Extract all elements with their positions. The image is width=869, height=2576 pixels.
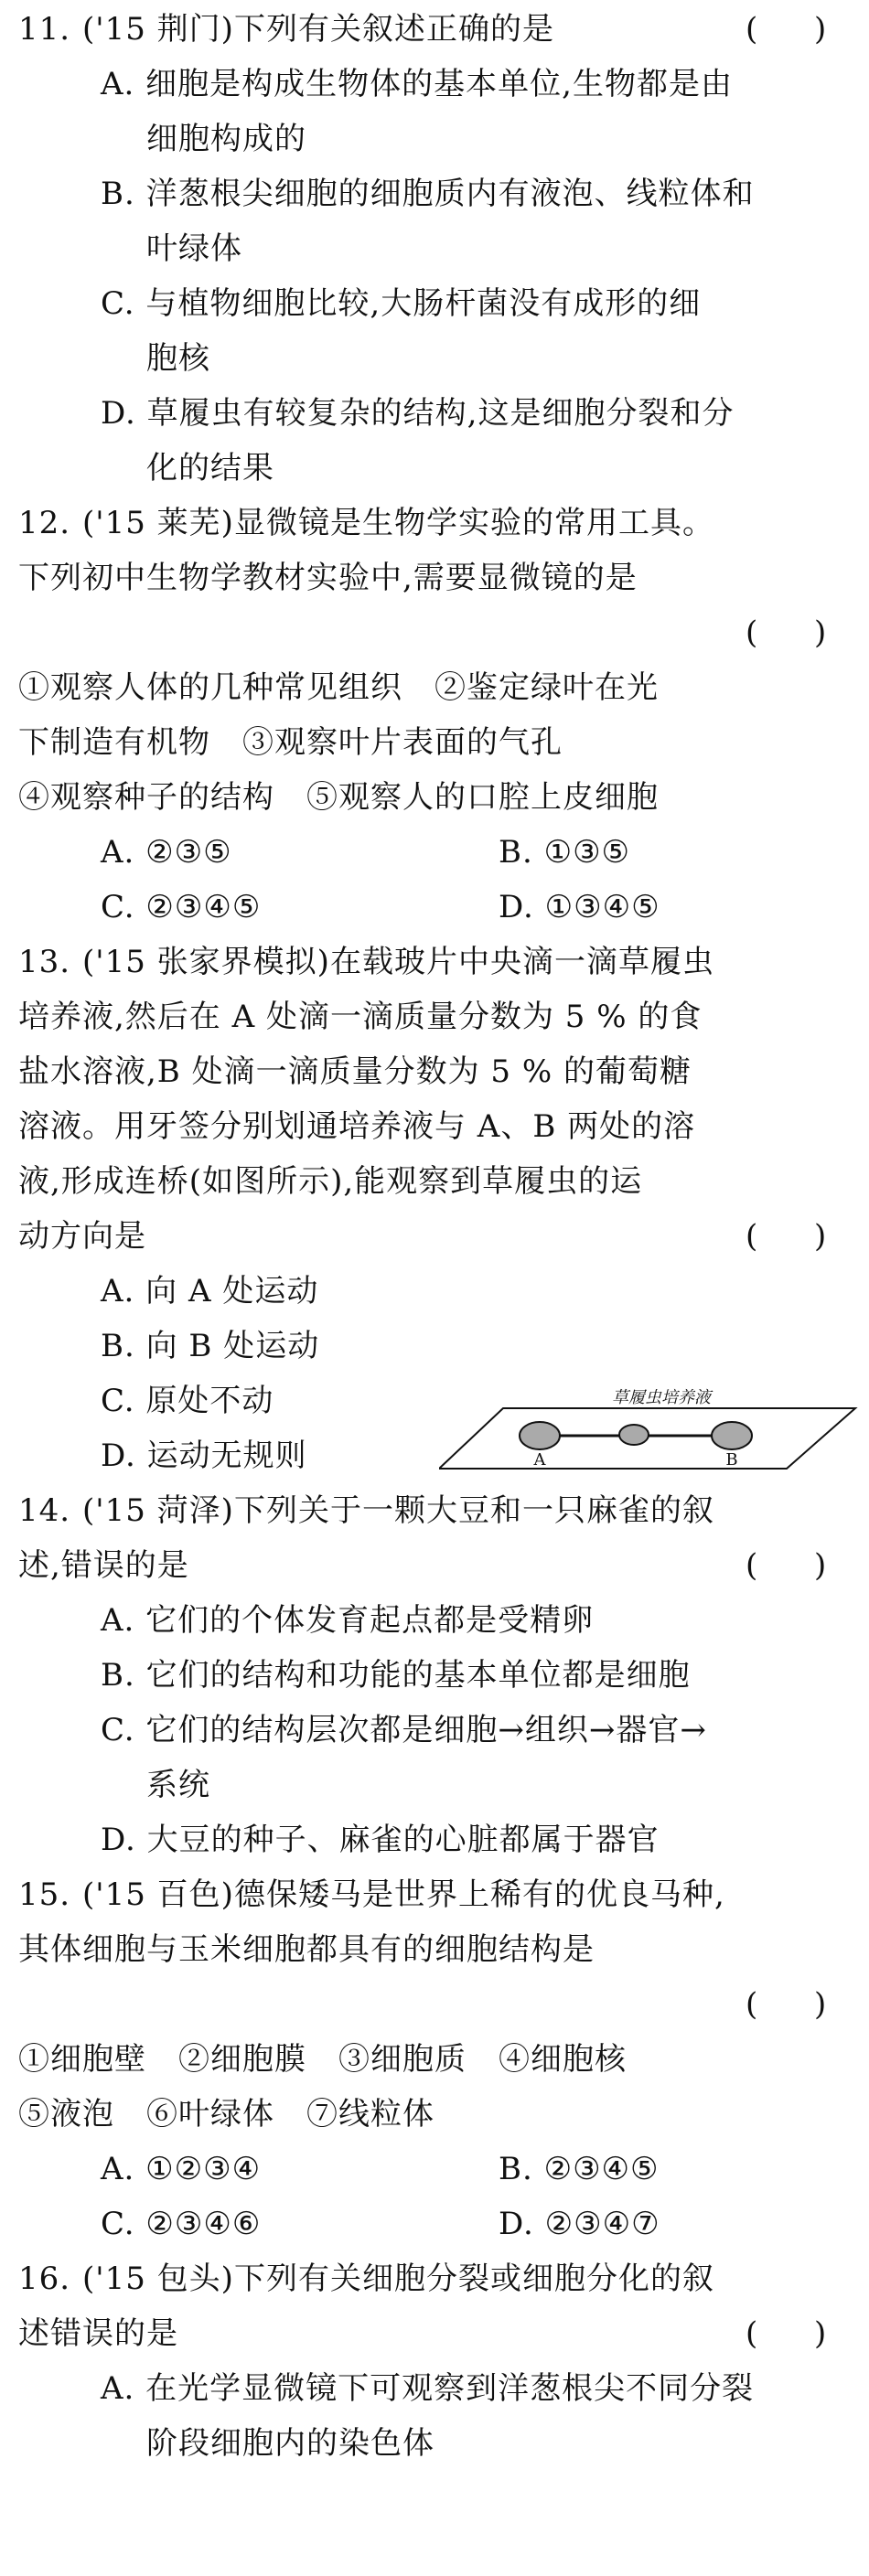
answer-line [0, 605, 869, 660]
question-stem: ('15 张家界模拟)在载玻片中央滴一滴草履虫 [82, 944, 714, 980]
option-b: B. ①③⑤ [499, 834, 631, 871]
option-d: D. 草履虫有较复杂的结构,这是细胞分裂和分 [101, 395, 735, 432]
item-list: ①观察人体的几种常见组织 ②鉴定绿叶在光 [18, 669, 659, 706]
option-d-continuation: 化的结果 [146, 450, 274, 486]
question-stem-continuation: 述,错误的是 ( ) [0, 1538, 869, 1593]
droplet-b [712, 1422, 752, 1449]
question-stem: ('15 包头)下列有关细胞分裂或细胞分化的叙 [82, 2261, 714, 2297]
option-a: A. 它们的个体发育起点都是受精卵 [101, 1602, 595, 1639]
question-11-stem-line [0, 2, 869, 57]
question-stem-continuation: 培养液,然后在 A 处滴一滴质量分数为 5 % 的食 [18, 999, 703, 1035]
droplet-culture [619, 1425, 649, 1445]
question-number: 13. [18, 944, 71, 980]
question-number: 11. [18, 11, 71, 48]
options-row [0, 2142, 869, 2197]
option-c: C. 原处不动 [101, 1383, 274, 1419]
option-a: A. 在光学显微镜下可观察到洋葱根尖不同分裂 [101, 2370, 755, 2407]
option-d: D. ①③④⑤ [499, 889, 660, 925]
question-number: 14. [18, 1492, 71, 1529]
option-c: C. 与植物细胞比较,大肠杆菌没有成形的细 [101, 285, 702, 322]
label-b: B [725, 1450, 738, 1470]
answer-blank[interactable]: ( ) [746, 615, 827, 651]
question-stem-continuation: 盐水溶液,B 处滴一滴质量分数为 5 % 的葡萄糖 [18, 1053, 692, 1090]
droplet-a [520, 1422, 560, 1449]
label-a: A [533, 1450, 546, 1470]
option-a: A. 细胞是构成生物体的基本单位,生物都是由 [101, 66, 733, 102]
question-stem: ('15 菏泽)下列关于一颗大豆和一只麻雀的叙 [82, 1492, 714, 1529]
question-stem: ('15 百色)德保矮马是世界上稀有的优良马种, [82, 1876, 725, 1913]
answer-line [0, 1977, 869, 2032]
option-a: A. ①②③④ [101, 2151, 262, 2187]
figure-caption: 草履虫培养液 [612, 1388, 711, 1407]
question-14-stem-line [0, 1483, 869, 1538]
question-stem-continuation: 其体细胞与玉米细胞都具有的细胞结构是 [18, 1931, 595, 1968]
question-16-stem-line [0, 2251, 869, 2306]
option-d: D. ②③④⑦ [499, 2206, 660, 2242]
question-stem: ('15 荆门)下列有关叙述正确的是 [82, 11, 554, 48]
answer-blank[interactable]: ( ) [746, 1986, 827, 2023]
question-number: 15. [18, 1876, 71, 1913]
question-stem-continuation: 溶液。用牙签分别划通培养液与 A、B 两处的溶 [18, 1108, 696, 1145]
answer-blank[interactable]: ( ) [746, 1218, 827, 1255]
option-c-continuation: 胞核 [146, 340, 210, 377]
item-list: 下制造有机物 ③观察叶片表面的气孔 [18, 724, 563, 761]
option-a-continuation: 阶段细胞内的染色体 [146, 2425, 434, 2462]
item-list: ④观察种子的结构 ⑤观察人的口腔上皮细胞 [18, 779, 659, 816]
option-d: D. 大豆的种子、麻雀的心脏都属于器官 [101, 1822, 660, 1858]
question-stem-continuation: 述错误的是 ( ) [0, 2306, 869, 2361]
item-list: ⑤液泡 ⑥叶绿体 ⑦线粒体 [18, 2096, 434, 2132]
option-a: A. 向 A 处运动 [101, 1273, 319, 1309]
option-b: B. ②③④⑤ [499, 2151, 660, 2187]
option-b-continuation: 叶绿体 [146, 230, 242, 267]
question-number: 16. [18, 2261, 71, 2297]
option-c-continuation: 系统 [146, 1767, 210, 1803]
question-stem-continuation: 动方向是 ( ) [0, 1209, 869, 1264]
options-row [0, 880, 869, 935]
question-stem-continuation: 下列初中生物学教材实验中,需要显微镜的是 [18, 560, 638, 596]
question-number: 12. [18, 505, 71, 541]
option-c: C. 它们的结构层次都是细胞→组织→器官→ [101, 1712, 707, 1748]
question-15-stem-line [0, 1867, 869, 1922]
question-13-stem-line [0, 935, 869, 989]
answer-blank[interactable]: ( ) [746, 2315, 827, 2352]
options-row [0, 825, 869, 880]
option-a-continuation: 细胞构成的 [146, 121, 306, 157]
slide-diagram [439, 1388, 860, 1470]
answer-blank[interactable]: ( ) [746, 11, 827, 48]
option-b: B. 它们的结构和功能的基本单位都是细胞 [101, 1657, 691, 1694]
option-b: B. 向 B 处运动 [101, 1328, 320, 1364]
item-list: ①细胞壁 ②细胞膜 ③细胞质 ④细胞核 [18, 2041, 627, 2078]
option-b: B. 洋葱根尖细胞的细胞质内有液泡、线粒体和 [101, 176, 755, 212]
options-row [0, 2197, 869, 2251]
option-a: A. ②③⑤ [101, 834, 232, 871]
question-stem: ('15 莱芜)显微镜是生物学实验的常用工具。 [82, 505, 714, 541]
option-c: C. ②③④⑤ [101, 889, 262, 925]
option-d: D. 运动无规则 [101, 1438, 307, 1474]
question-stem-continuation: 液,形成连桥(如图所示),能观察到草履虫的运 [18, 1163, 643, 1200]
option-c: C. ②③④⑥ [101, 2206, 262, 2242]
answer-blank[interactable]: ( ) [746, 1547, 827, 1584]
question-12-stem-line [0, 496, 869, 550]
